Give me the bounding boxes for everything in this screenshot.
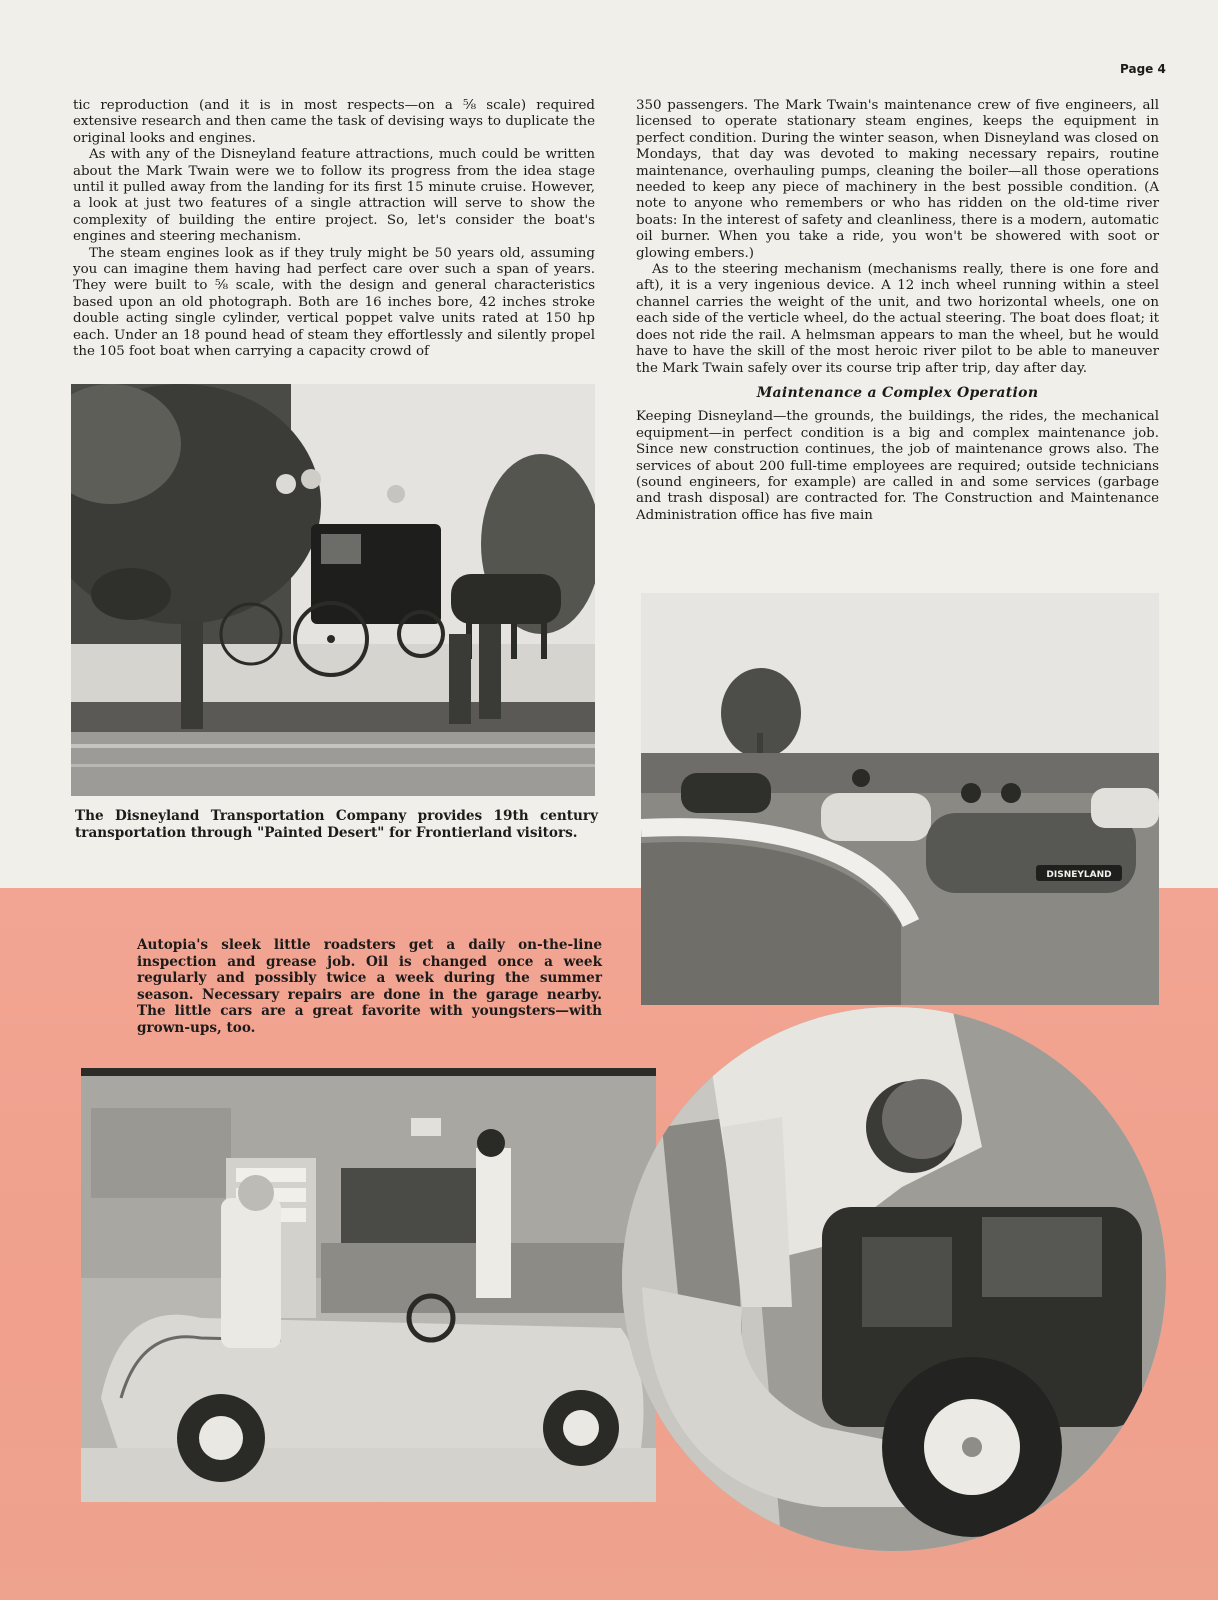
page-number: Page 4 — [1120, 62, 1166, 76]
paragraph: Keeping Disneyland—the grounds, the buildings, the rides, the mechanical equipment—in perfect condition is a big and complex maintenance job. Since new construction continues, the job of maintenance grows also. The services of about 200 full-time employees are required; outside technicians (sound engineers, for example) are called in and some services (garbage and trash disposal) are contracted for. The Construction and Maintenance Administration office has five main — [636, 409, 1159, 523]
section-heading: Maintenance a Complex Operation — [756, 384, 1039, 401]
right-text-column — [636, 98, 1159, 524]
paragraph: tic reproduction (and it is in most respects—on a ⅝ scale) required extensive research and then came the task of devising ways to duplicate the original looks and engines. — [73, 98, 595, 146]
garage-photo — [81, 1068, 656, 1502]
paragraph: The steam engines look as if they truly might be 50 years old, assuming you can imagine them having had perfect care over such a span of years. They were built to ⅝ scale, with the design and general characteristics based upon an old photograph. Both are 16 inches bore, 42 inches stroke double acting single cylinder, vertical poppet valve units rated at 150 hp each. Under an 18 pound head of steam they effortlessly and silently propel the 105 foot boat when carrying a capacity crowd of — [73, 245, 595, 360]
car-plate-text: DISNEYLAND — [1046, 870, 1112, 880]
mechanic-circle-photo — [622, 1007, 1166, 1551]
paragraph: 350 passengers. The Mark Twain's maintenance crew of five engineers, all licensed to operate stationary steam engines, keeps the equipment in perfect condition. During the winter season, when Disneyland was closed on Mondays, that day was devoted to making necessary repairs, routine maintenance, overhauling pumps, cleaning the boiler—all those operations needed to keep any piece of machinery in the best possible condition. (A note to anyone who remembers or who has ridden on the old-time river boats: In the interest of safety and cleanliness, there is a modern, automatic oil burner. When you take a ride, you won't be showered with soot or glowing embers.) — [636, 98, 1159, 261]
paragraph: As to the steering mechanism (mechanisms really, there is one fore and aft), it is a very ingenious device. A 12 inch wheel running within a steel channel carries the weight of the unit, and two horizontal wheels, one on each side of the verticle wheel, do the actual steering. The boat does float; it does not ride the rail. A helmsman appears to man the wheel, but he would have to have the skill of the most heroic river pilot to be able to maneuver the Mark Twain safely over its course trip after trip, day after day. — [636, 262, 1159, 376]
autopia-caption: Autopia's sleek little roadsters get a daily on-the-line inspection and grease job. Oil is changed once a week regularly and possibly twice a week during the summer season. Necessary repairs are done in the garage nearby. The little cars are a great favorite with youngsters—with grown-ups, too. — [137, 937, 602, 1036]
autopia-track-photo — [641, 593, 1159, 1005]
stagecoach-photo — [71, 384, 595, 796]
stagecoach-caption: The Disneyland Transportation Company provides 19th century transportation through "Painted Desert" for Frontierland visitors. — [75, 808, 598, 841]
left-text-column — [73, 98, 595, 361]
paragraph: As with any of the Disneyland feature attractions, much could be written about the Mark Twain were we to follow its progress from the idea stage until it pulled away from the landing for its first 15 minute cruise. However, a look at just two features of a single attraction will serve to show the complexity of building the entire project. So, let's consider the boat's engines and steering mechanism. — [73, 147, 595, 245]
